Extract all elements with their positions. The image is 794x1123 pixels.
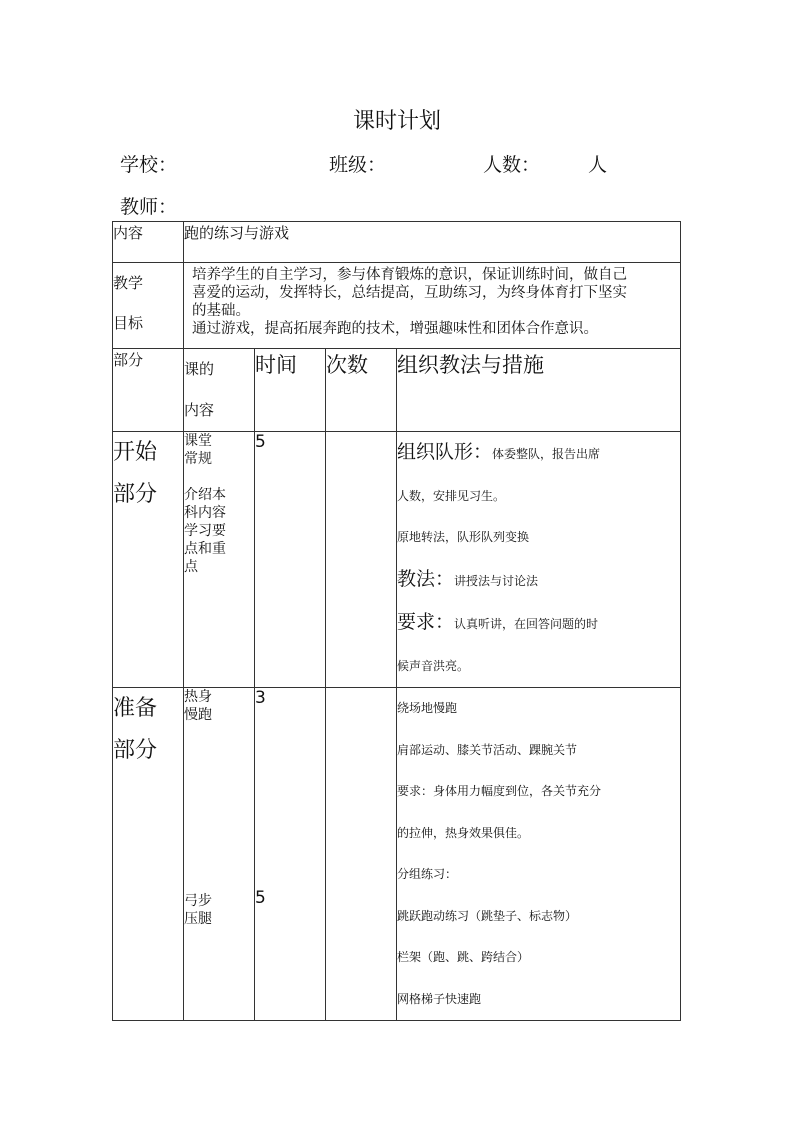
method-line [397, 517, 680, 559]
method-text: 人数，安排见习生。 [397, 488, 506, 503]
section-part-line: 部分 [113, 738, 158, 763]
content-line: 压腿 [184, 911, 212, 927]
content-line: 点 [184, 559, 198, 575]
section-part [113, 688, 184, 1021]
school-label: 学校： [120, 154, 178, 176]
content-line: 弓步 [184, 893, 212, 909]
header-method: 组织教法与措施 [397, 349, 681, 432]
method-heading: 要求： [397, 611, 455, 633]
content-group [184, 432, 254, 468]
section-count [326, 432, 397, 688]
goal-label [113, 263, 184, 349]
content-line: 介绍本 [184, 487, 226, 503]
method-line: 网格梯子快速跑 [397, 991, 482, 1006]
goal-line: 培养学生的自主学习，参与体育锻炼的意识，保证训练时间，做自己 [192, 267, 627, 283]
section-method [397, 688, 681, 1021]
method-line: 栏架（跑、跳、跨结合） [397, 950, 530, 964]
header-count: 次数 [326, 349, 397, 432]
method-heading: 教法： [397, 567, 455, 590]
goal-line: 通过游戏，提高拓展奔跑的技术，增强趣味性和团体合作意识。 [192, 321, 598, 337]
method-line: 跳跃跑动练习（跳垫子、标志物） [397, 908, 578, 923]
time-value: 5 [255, 888, 266, 908]
method-text: 讲授法与讨论法 [454, 573, 539, 588]
section-part-line: 开始 [113, 440, 158, 465]
count-unit: 人 [588, 154, 608, 176]
count-label: 人数： [483, 154, 541, 176]
goal-label-line: 教学 [113, 274, 144, 292]
method-line [397, 559, 680, 603]
header-lesson-content-line: 课的 [184, 360, 215, 378]
teacher-label: 教师： [120, 196, 178, 218]
section-part-line: 部分 [113, 482, 158, 507]
header-lesson-content-line: 内容 [184, 401, 215, 419]
header-lesson-content [184, 349, 255, 432]
column-header-row [113, 349, 681, 432]
content-group [184, 688, 254, 724]
goal-label-line: 目标 [113, 314, 144, 332]
goal-line: 喜爱的运动，发挥特长，总结提高，互助练习，为终身体育打下坚实 [192, 285, 627, 301]
content-line: 学习要 [184, 523, 226, 539]
header-part: 部分 [113, 349, 184, 432]
content-row [113, 222, 681, 263]
section-part [113, 432, 184, 688]
content-line: 常规 [184, 451, 212, 467]
method-line: 要求：身体用力幅度到位，各关节充分 [397, 784, 602, 798]
section-content [184, 432, 255, 688]
goal-line: 的基础。 [192, 303, 250, 319]
section-method [397, 432, 681, 688]
method-line: 肩部运动、膝关节活动、踝腕关节 [397, 742, 578, 757]
method-line: 分组练习： [397, 867, 458, 881]
section-count [326, 688, 397, 1021]
method-line: 绕场地慢跑 [397, 701, 458, 715]
lesson-plan-table [112, 221, 681, 1021]
section-time [255, 688, 326, 1021]
content-line: 慢跑 [184, 707, 212, 723]
method-line [397, 646, 680, 688]
section-time: 5 [255, 432, 326, 688]
page-title: 课时计划 [352, 109, 441, 134]
content-line: 科内容 [184, 505, 226, 521]
method-line [397, 432, 680, 476]
method-text: 认真听讲，在回答问题的时 [454, 617, 599, 631]
time-value: 3 [255, 688, 266, 708]
method-heading: 组织队形： [397, 441, 493, 463]
method-text: 候声音洪亮。 [397, 658, 470, 673]
content-value: 跑的练习与游戏 [184, 222, 681, 263]
class-label: 班级： [329, 154, 387, 176]
content-group [184, 486, 254, 576]
content-line: 热身 [184, 689, 212, 705]
header-time: 时间 [255, 349, 326, 432]
section-prep-row [113, 688, 681, 1021]
content-line: 课堂 [184, 433, 212, 449]
section-part-line: 准备 [113, 696, 158, 721]
content-line: 点和重 [184, 541, 226, 557]
method-text: 体委整队，报告出席 [492, 447, 601, 461]
goal-row [113, 263, 681, 349]
method-line: 的拉伸，热身效果俱佳。 [397, 825, 530, 840]
section-content [184, 688, 255, 1021]
method-text: 原地转法，队形队列变换 [397, 530, 530, 544]
content-group [184, 892, 254, 928]
content-label: 内容 [113, 222, 184, 263]
section-start-row [113, 432, 681, 688]
method-line [397, 602, 680, 646]
goal-text [184, 263, 681, 349]
method-line [397, 476, 680, 518]
